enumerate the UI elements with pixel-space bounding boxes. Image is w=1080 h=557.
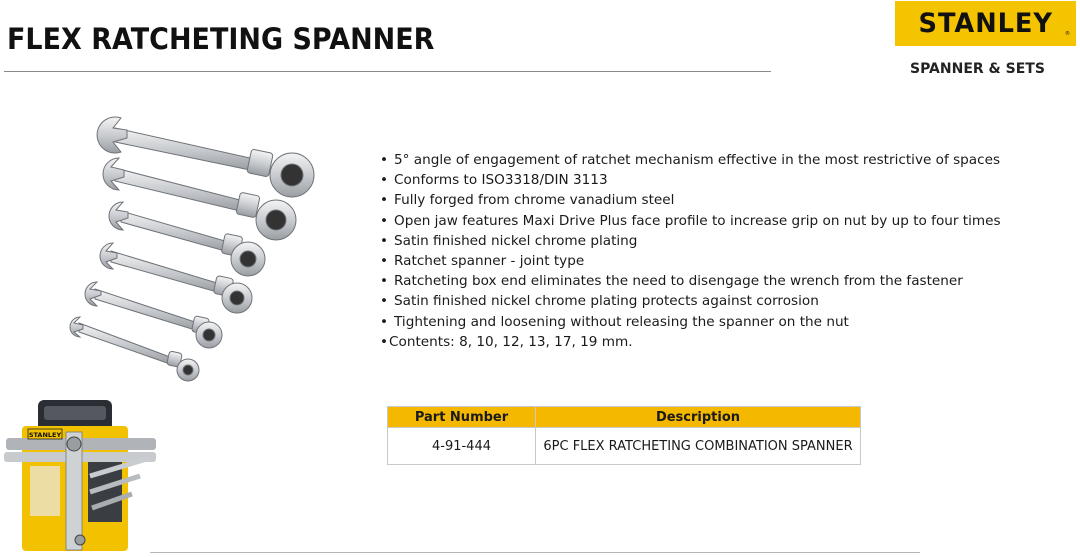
footer-divider	[150, 552, 920, 553]
feature-item: • Fully forged from chrome vanadium steel	[380, 190, 1001, 210]
column-header-description: Description	[536, 407, 861, 428]
feature-item: • Open jaw features Maxi Drive Plus face profile to increase grip on nut by up to four times	[380, 211, 1001, 231]
part-number-cell: 4-91-444	[388, 428, 536, 465]
brand-trademark: ®	[1065, 31, 1070, 37]
category-label: SPANNER & SETS	[910, 61, 1045, 77]
column-header-part-number: Part Number	[388, 407, 536, 428]
table-header-row	[388, 407, 861, 428]
feature-item: • Satin finished nickel chrome plating protects against corrosion	[380, 291, 1001, 311]
page-title: FLEX RATCHETING SPANNER	[7, 22, 435, 56]
feature-item: • Contents: 8, 10, 12, 13, 17, 19 mm.	[380, 332, 1001, 352]
description-cell: 6PC FLEX RATCHETING COMBINATION SPANNER	[536, 428, 861, 465]
feature-list	[380, 150, 1001, 352]
package-image	[0, 396, 160, 557]
table-row	[388, 428, 861, 465]
part-table	[387, 406, 861, 465]
title-divider	[4, 71, 771, 72]
feature-item: • Satin finished nickel chrome plating	[380, 231, 1001, 251]
spanner-set-image	[55, 108, 335, 398]
feature-item: • 5° angle of engagement of ratchet mechanism effective in the most restrictive of spaces	[380, 150, 1001, 170]
feature-item: • Ratcheting box end eliminates the need to disengage the wrench from the fastener	[380, 271, 1001, 291]
brand-logo	[895, 1, 1076, 46]
package-brand-label: STANLEY	[28, 431, 62, 439]
brand-logo-text: STANLEY	[918, 8, 1053, 39]
feature-item: • Conforms to ISO3318/DIN 3113	[380, 170, 1001, 190]
feature-item: • Ratchet spanner - joint type	[380, 251, 1001, 271]
feature-item: • Tightening and loosening without releasing the spanner on the nut	[380, 312, 1001, 332]
spanner-8mm	[70, 317, 199, 381]
